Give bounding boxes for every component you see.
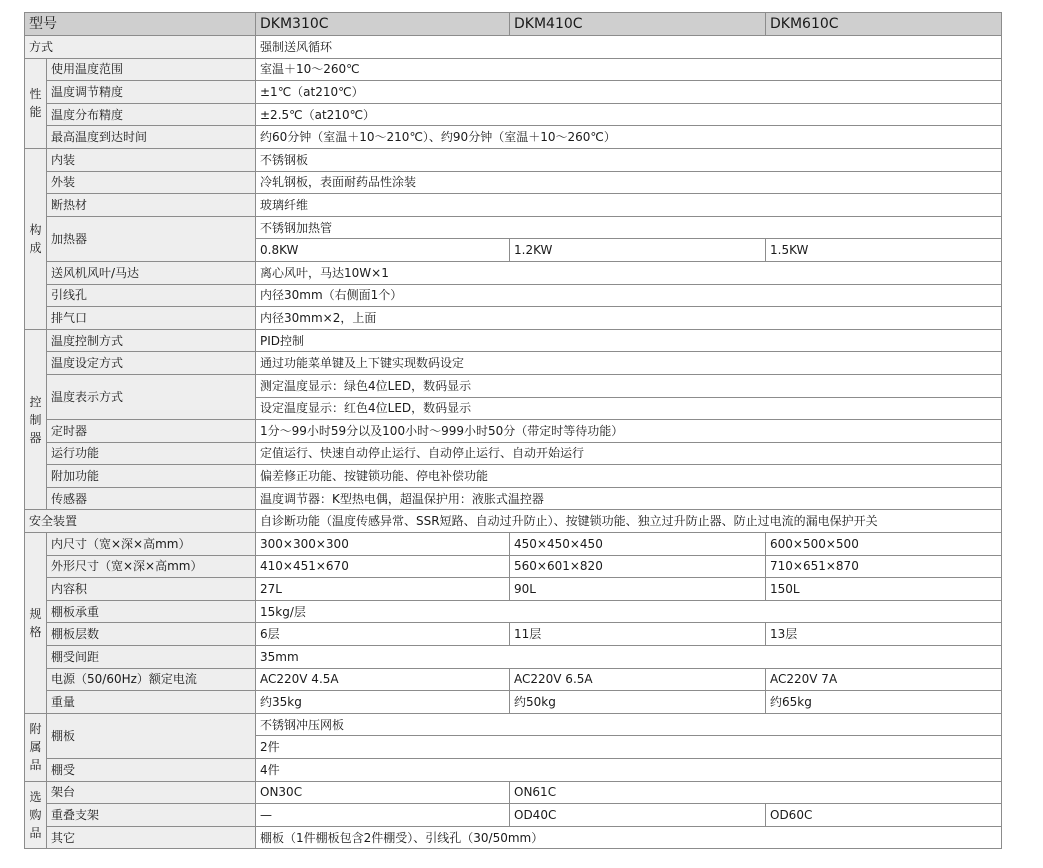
model-name: DKM610C <box>766 13 1002 36</box>
row-value: 冷轧钢板，表面耐药品性涂装 <box>256 171 1002 194</box>
row-value: 偏差修正功能、按键锁功能、停电补偿功能 <box>256 465 1002 488</box>
row-value: ON30C <box>256 781 510 804</box>
row-label: 重叠支架 <box>47 804 256 827</box>
row-value: 不锈钢板 <box>256 148 1002 171</box>
table-row <box>25 510 1002 533</box>
row-value: 560×601×820 <box>510 555 766 578</box>
row-label: 加热器 <box>47 216 256 261</box>
row-label: 温度分布精度 <box>47 103 256 126</box>
group-label: 选购品 <box>25 781 47 849</box>
table-row <box>25 555 1002 578</box>
row-value: 内径30mm（右侧面1个） <box>256 284 1002 307</box>
row-label: 定时器 <box>47 420 256 443</box>
row-value: 玻璃纤维 <box>256 194 1002 217</box>
table-row <box>25 171 1002 194</box>
row-value: ±2.5℃（at210℃） <box>256 103 1002 126</box>
group-label: 性能 <box>25 58 47 148</box>
row-label: 电源（50/60Hz）额定电流 <box>47 668 256 691</box>
model-label: 型号 <box>25 13 256 36</box>
table-row <box>25 781 1002 804</box>
table-row <box>25 533 1002 556</box>
row-value: 90L <box>510 578 766 601</box>
row-value: 室温＋10～260℃ <box>256 58 1002 81</box>
row-value: 4件 <box>256 759 1002 782</box>
row-label: 外装 <box>47 171 256 194</box>
table-row <box>25 804 1002 827</box>
row-label: 方式 <box>25 36 256 59</box>
row-value: 0.8KW <box>256 239 510 262</box>
row-value: 不锈钢冲压网板 <box>256 713 1002 736</box>
row-value: 13层 <box>766 623 1002 646</box>
row-label: 安全装置 <box>25 510 256 533</box>
table-row <box>25 668 1002 691</box>
table-row <box>25 58 1002 81</box>
row-value: AC220V 7A <box>766 668 1002 691</box>
table-row <box>25 713 1002 736</box>
row-value: 测定温度显示：绿色4位LED，数码显示 <box>256 374 1002 397</box>
table-row <box>25 148 1002 171</box>
table-row <box>25 691 1002 714</box>
header-row <box>25 13 1002 36</box>
group-label: 构成 <box>25 148 47 329</box>
row-value: 通过功能菜单键及上下键实现数码设定 <box>256 352 1002 375</box>
row-value: 450×450×450 <box>510 533 766 556</box>
row-label: 内装 <box>47 148 256 171</box>
table-row <box>25 420 1002 443</box>
row-label: 送风机风叶/马达 <box>47 261 256 284</box>
row-value: 约50kg <box>510 691 766 714</box>
row-value: 300×300×300 <box>256 533 510 556</box>
table-row <box>25 126 1002 149</box>
row-value: 温度调节器：K型热电偶，超温保护用：液胀式温控器 <box>256 487 1002 510</box>
row-value: 设定温度显示：红色4位LED，数码显示 <box>256 397 1002 420</box>
row-value: 强制送风循环 <box>256 36 1002 59</box>
row-value: OD40C <box>510 804 766 827</box>
row-label: 其它 <box>47 826 256 849</box>
row-label: 棚板层数 <box>47 623 256 646</box>
row-value: 6层 <box>256 623 510 646</box>
model-name: DKM310C <box>256 13 510 36</box>
row-value: 自诊断功能（温度传感异常、SSR短路、自动过升防止）、按键锁功能、独立过升防止器、防止过电流的漏电保护开关 <box>256 510 1002 533</box>
row-label: 架台 <box>47 781 256 804</box>
table-row <box>25 578 1002 601</box>
row-label: 棚板 <box>47 713 256 758</box>
row-value: 27L <box>256 578 510 601</box>
table-row <box>25 487 1002 510</box>
table-row <box>25 646 1002 669</box>
row-label: 运行功能 <box>47 442 256 465</box>
model-name: DKM410C <box>510 13 766 36</box>
group-label: 附属品 <box>25 713 47 781</box>
group-label: 控制器 <box>25 329 47 510</box>
table-row <box>25 442 1002 465</box>
row-value: 2件 <box>256 736 1002 759</box>
row-value: 不锈钢加热管 <box>256 216 1002 239</box>
row-value: 棚板（1件棚板包含2件棚受）、引线孔（30/50mm） <box>256 826 1002 849</box>
row-value: 离心风叶，马达10W×1 <box>256 261 1002 284</box>
row-value: 内径30mm×2，上面 <box>256 307 1002 330</box>
row-label: 附加功能 <box>47 465 256 488</box>
row-label: 断热材 <box>47 194 256 217</box>
table-row <box>25 759 1002 782</box>
row-label: 棚受间距 <box>47 646 256 669</box>
table-row <box>25 103 1002 126</box>
row-label: 温度控制方式 <box>47 329 256 352</box>
table-row <box>25 329 1002 352</box>
table-row <box>25 81 1002 104</box>
table-row <box>25 352 1002 375</box>
row-value: 150L <box>766 578 1002 601</box>
row-value: 410×451×670 <box>256 555 510 578</box>
row-value: — <box>256 804 510 827</box>
row-label: 最高温度到达时间 <box>47 126 256 149</box>
row-value: 1.5KW <box>766 239 1002 262</box>
spec-table <box>24 12 1002 849</box>
row-value: 11层 <box>510 623 766 646</box>
row-value: 定值运行、快速自动停止运行、自动停止运行、自动开始运行 <box>256 442 1002 465</box>
row-label: 棚板承重 <box>47 600 256 623</box>
row-value: AC220V 4.5A <box>256 668 510 691</box>
row-value: AC220V 6.5A <box>510 668 766 691</box>
row-label: 引线孔 <box>47 284 256 307</box>
table-row <box>25 374 1002 397</box>
row-label: 内容积 <box>47 578 256 601</box>
row-value: 约60分钟（室温＋10～210℃）、约90分钟（室温＋10～260℃） <box>256 126 1002 149</box>
row-label: 传感器 <box>47 487 256 510</box>
table-row <box>25 284 1002 307</box>
row-label: 排气口 <box>47 307 256 330</box>
row-value: PID控制 <box>256 329 1002 352</box>
row-value: ±1℃（at210℃） <box>256 81 1002 104</box>
table-row <box>25 623 1002 646</box>
row-label: 温度调节精度 <box>47 81 256 104</box>
table-row <box>25 826 1002 849</box>
row-label: 温度设定方式 <box>47 352 256 375</box>
row-label: 内尺寸（宽×深×高mm） <box>47 533 256 556</box>
table-row <box>25 36 1002 59</box>
row-value: 约35kg <box>256 691 510 714</box>
row-value: 1分～99小时59分以及100小时～999小时50分（带定时等待功能） <box>256 420 1002 443</box>
table-row <box>25 261 1002 284</box>
row-value: 600×500×500 <box>766 533 1002 556</box>
row-label: 棚受 <box>47 759 256 782</box>
table-row <box>25 194 1002 217</box>
row-label: 温度表示方式 <box>47 374 256 419</box>
table-row <box>25 307 1002 330</box>
row-value: 约65kg <box>766 691 1002 714</box>
row-label: 重量 <box>47 691 256 714</box>
row-value: OD60C <box>766 804 1002 827</box>
table-row <box>25 216 1002 239</box>
row-value: 1.2KW <box>510 239 766 262</box>
row-label: 外形尺寸（宽×深×高mm） <box>47 555 256 578</box>
row-label: 使用温度范围 <box>47 58 256 81</box>
group-label: 规格 <box>25 533 47 714</box>
table-row <box>25 600 1002 623</box>
table-row <box>25 465 1002 488</box>
row-value: 15kg/层 <box>256 600 1002 623</box>
row-value: ON61C <box>510 781 1002 804</box>
row-value: 35mm <box>256 646 1002 669</box>
row-value: 710×651×870 <box>766 555 1002 578</box>
